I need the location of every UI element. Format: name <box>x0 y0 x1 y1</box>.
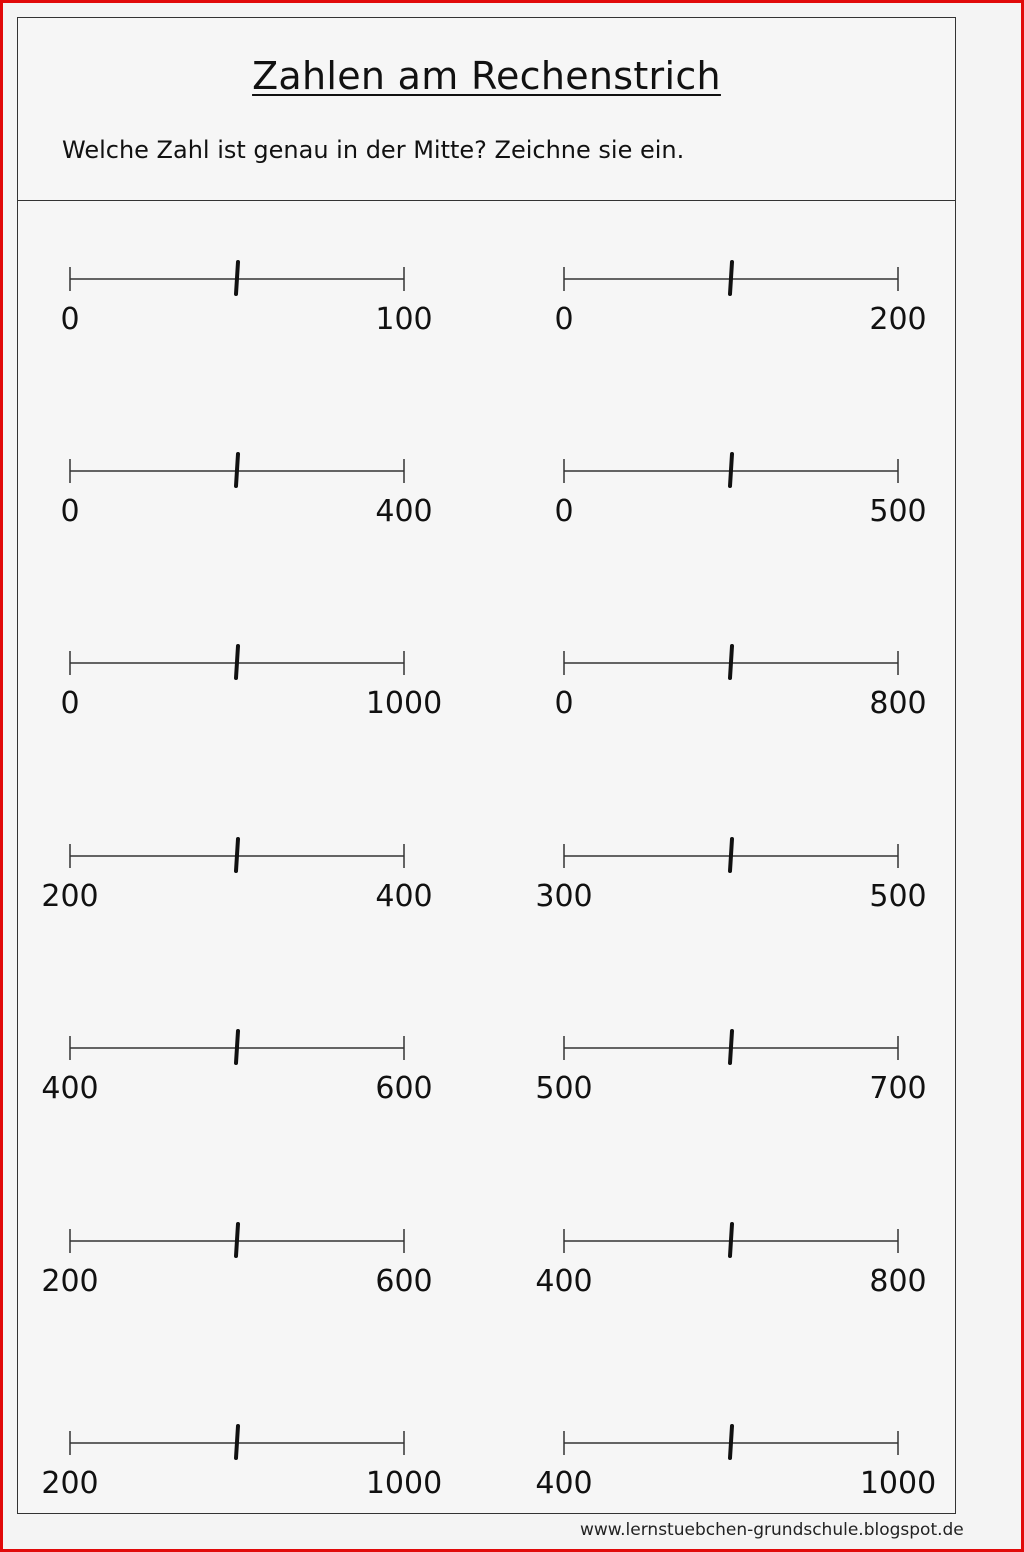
number-line <box>535 1031 926 1106</box>
number-line <box>535 1224 926 1299</box>
number-line <box>535 1426 936 1501</box>
start-label: 400 <box>41 1071 99 1106</box>
end-label: 600 <box>375 1071 433 1106</box>
middle-tick <box>236 839 238 871</box>
end-label: 600 <box>375 1264 433 1299</box>
start-label: 200 <box>41 1466 99 1501</box>
end-label: 800 <box>869 686 927 721</box>
middle-tick <box>236 646 238 678</box>
end-label: 500 <box>869 494 927 529</box>
number-line <box>554 262 926 337</box>
footer-url: www.lernstuebchen-grundschule.blogspot.de <box>580 1520 964 1540</box>
start-label: 0 <box>60 494 80 529</box>
start-label: 200 <box>41 1264 99 1299</box>
middle-tick <box>730 262 732 294</box>
middle-tick <box>236 1426 238 1458</box>
number-line <box>60 262 432 337</box>
middle-tick <box>236 454 238 486</box>
number-line <box>41 1426 442 1501</box>
start-label: 400 <box>535 1466 593 1501</box>
end-label: 800 <box>869 1264 927 1299</box>
middle-tick <box>730 454 732 486</box>
number-line <box>60 646 442 721</box>
start-label: 200 <box>41 879 99 914</box>
worksheet-title: Zahlen am Rechenstrich <box>252 54 721 98</box>
start-label: 0 <box>554 302 574 337</box>
number-line <box>554 646 926 721</box>
start-label: 400 <box>535 1264 593 1299</box>
end-label: 400 <box>375 879 433 914</box>
worksheet-instruction: Welche Zahl ist genau in der Mitte? Zeichne sie ein. <box>62 136 685 164</box>
middle-tick <box>730 1224 732 1256</box>
end-label: 1000 <box>365 1466 443 1501</box>
middle-tick <box>730 646 732 678</box>
start-label: 0 <box>554 686 574 721</box>
end-label: 400 <box>375 494 433 529</box>
number-line <box>60 454 432 529</box>
end-label: 100 <box>375 302 433 337</box>
middle-tick <box>236 1031 238 1063</box>
number-line <box>41 1031 432 1106</box>
number-line <box>41 1224 432 1299</box>
start-label: 0 <box>60 302 80 337</box>
end-label: 500 <box>869 879 927 914</box>
end-label: 1000 <box>365 686 443 721</box>
start-label: 0 <box>554 494 574 529</box>
start-label: 0 <box>60 686 80 721</box>
end-label: 200 <box>869 302 927 337</box>
middle-tick <box>730 1031 732 1063</box>
end-label: 700 <box>869 1071 927 1106</box>
number-line <box>41 839 432 914</box>
end-label: 1000 <box>859 1466 937 1501</box>
middle-tick <box>236 262 238 294</box>
middle-tick <box>730 839 732 871</box>
start-label: 300 <box>535 879 593 914</box>
start-label: 500 <box>535 1071 593 1106</box>
middle-tick <box>236 1224 238 1256</box>
number-line <box>535 839 926 914</box>
middle-tick <box>730 1426 732 1458</box>
number-line <box>554 454 926 529</box>
